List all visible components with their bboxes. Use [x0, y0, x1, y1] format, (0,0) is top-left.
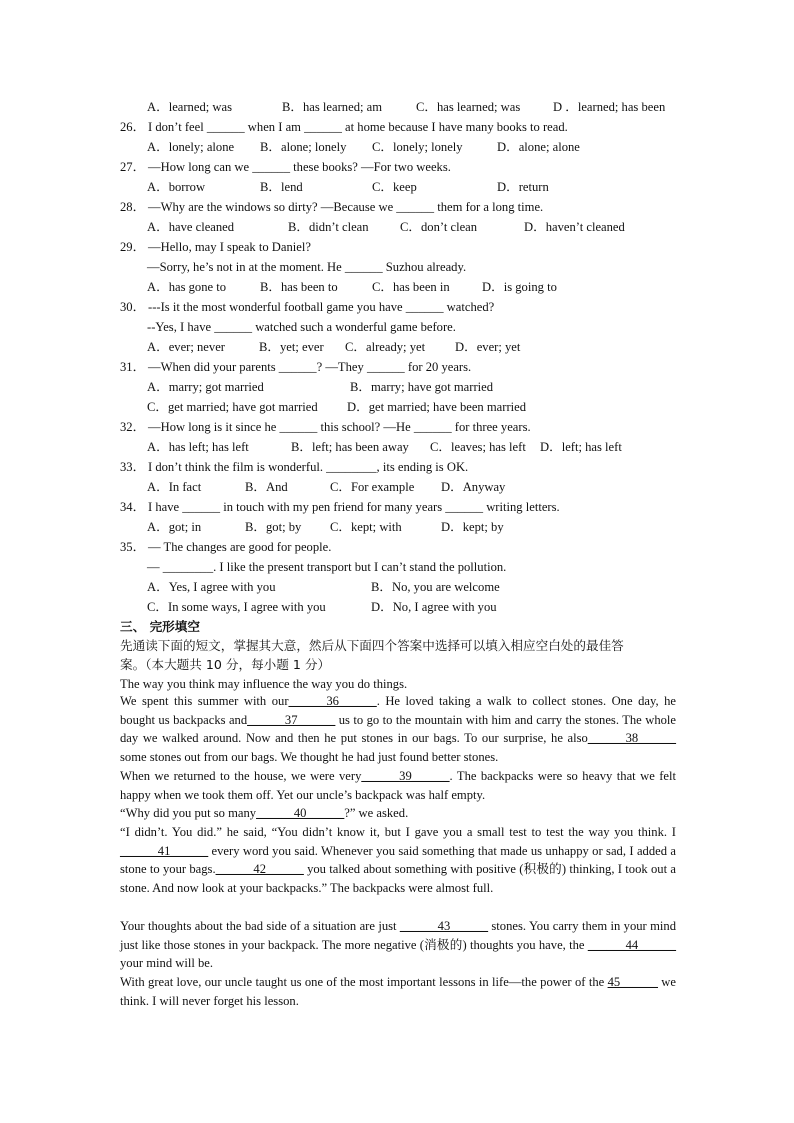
- option-d: D．left; has left: [540, 440, 622, 454]
- question-number: 32．: [120, 420, 146, 434]
- question-stem: — The changes are good for people.: [148, 540, 332, 554]
- blank-41: ______41______: [120, 843, 209, 858]
- option-d: D．haven’t cleaned: [524, 220, 625, 234]
- option-a: A．got; in: [147, 520, 202, 534]
- option-a: A．marry; got married: [147, 380, 264, 394]
- passage-text: some stones out from our bags. We thought he had just found better stones.: [120, 750, 499, 765]
- option-b: B．And: [245, 480, 288, 494]
- passage-text: every word you said. Whenever you said something that made us unhappy or sad, I added a stone to your bags.: [120, 843, 676, 877]
- option-b: B．No, you are welcome: [371, 580, 500, 594]
- option-d: D．get married; have been married: [347, 400, 527, 414]
- option-b: B．alone; lonely: [260, 140, 347, 154]
- question-stem: I have ______ in touch with my pen friend for many years ______ writing letters.: [148, 500, 560, 514]
- option-c: C．already; yet: [345, 340, 426, 354]
- option-c: C．don’t clean: [400, 220, 478, 234]
- question-number: 29．: [120, 240, 146, 254]
- question-number: 30．: [120, 300, 146, 314]
- question-number: 27．: [120, 160, 146, 174]
- passage-text: When we returned to the house, we were very: [120, 769, 362, 783]
- option-a: A．learned; was: [147, 100, 232, 114]
- blank-38: ______38______: [587, 731, 676, 746]
- passage-paragraph-5: [120, 917, 676, 973]
- option-b: B．left; has been away: [291, 440, 409, 454]
- question-stem-2: —Sorry, he’s not in at the moment. He ______ Suzhou already.: [147, 260, 467, 274]
- question-stem: I don’t feel ______ when I am ______ at home because I have many books to read.: [148, 120, 568, 134]
- option-c: C．leaves; has left: [430, 440, 526, 454]
- option-b: B．marry; have got married: [350, 380, 494, 394]
- option-d: D．kept; by: [441, 520, 504, 534]
- option-a: A．ever; never: [147, 340, 225, 354]
- section-instruction: 先通读下面的短文，掌握其大意，然后从下面四个答案中选择可以填入相应空白处的最佳答: [120, 638, 624, 653]
- option-a: A．In fact: [147, 480, 202, 494]
- option-d: D．return: [497, 180, 549, 194]
- option-a: A．has left; has left: [147, 440, 249, 454]
- blank-43: ______43______: [399, 919, 489, 933]
- question-number: 26．: [120, 120, 146, 134]
- passage-text: We spent this summer with our: [120, 694, 289, 708]
- option-a: A．have cleaned: [147, 220, 235, 234]
- blank-36: ______36______: [288, 694, 377, 708]
- passage-text: Your thoughts about the bad side of a situation are just: [120, 919, 400, 933]
- passage-text: . He loved taking a walk to collect stones. One day, he bought us backpacks and: [120, 694, 676, 727]
- option-a: A．lonely; alone: [147, 140, 235, 154]
- option-d: D．No, I agree with you: [371, 600, 497, 614]
- option-c: C．kept; with: [330, 520, 402, 534]
- section-instruction-2: 案。（本大题共 10 分，每小题 1 分）: [120, 657, 331, 672]
- question-stem: —Hello, may I speak to Daniel?: [148, 240, 311, 254]
- option-b: B．lend: [260, 180, 303, 194]
- option-a: A．borrow: [147, 180, 206, 194]
- option-d: D ．learned; has been: [553, 100, 666, 114]
- passage-text: “Why did you put so many: [120, 806, 257, 820]
- passage-paragraph-2: [120, 767, 676, 804]
- passage-paragraph-1: [120, 692, 676, 767]
- option-c: C．has been in: [372, 280, 450, 294]
- passage-title: The way you think may influence the way you do things.: [120, 677, 408, 691]
- passage-text: us to go to the mountain with him and carry the stones. The whole day we walked around. Now and then he put stones in our bags. To our surprise, he also: [120, 712, 676, 746]
- option-b: B．got; by: [245, 520, 302, 534]
- question-stem: I don’t think the film is wonderful. ________, its ending is OK.: [148, 460, 469, 474]
- option-b: B．has learned; am: [282, 100, 383, 114]
- option-c: C．get married; have got married: [147, 400, 318, 414]
- passage-paragraph-3: [120, 804, 676, 823]
- question-stem-2: --Yes, I have ______ watched such a wonderful game before.: [147, 320, 456, 334]
- question-number: 28．: [120, 200, 146, 214]
- option-d: D．ever; yet: [455, 340, 521, 354]
- option-b: B．has been to: [260, 280, 338, 294]
- passage-text: you talked about something with positive (积极的) thinking, I took out a stone. And now look at your backpacks.” The backpacks were almost full.: [120, 862, 676, 896]
- blank-44: ______44______: [587, 937, 676, 952]
- question-number: 33．: [120, 460, 146, 474]
- passage-paragraph-4: [120, 823, 676, 898]
- option-a: A．has gone to: [147, 280, 227, 294]
- question-number: 31．: [120, 360, 146, 374]
- option-c: C．For example: [330, 480, 415, 494]
- option-c: C．lonely; lonely: [372, 140, 463, 154]
- passage-text: “I didn’t. You did.” he said, “You didn’t know it, but I gave you a small test to test the way you think. I: [120, 825, 676, 839]
- option-c: C．In some ways, I agree with you: [147, 600, 326, 614]
- option-c: C．keep: [372, 180, 417, 194]
- passage-text: stones. You carry them in your mind just like those stones in your backpack. The more negative (消极的) thoughts you have, the: [120, 919, 677, 952]
- question-number: 34．: [120, 500, 146, 514]
- passage-paragraph-6: [120, 973, 676, 1010]
- question-stem: —How long is it since he ______ this school? —He ______ for three years.: [148, 420, 531, 434]
- question-stem: —When did your parents ______? —They ______ for 20 years.: [148, 360, 472, 374]
- passage-text: . The backpacks were so heavy that we felt happy when we took them off. Yet our uncle’s backpack was half empty.: [120, 769, 676, 802]
- option-a: A．Yes, I agree with you: [147, 580, 276, 594]
- question-stem: —How long can we ______ these books? —For two weeks.: [148, 160, 451, 174]
- question-stem: ---Is it the most wonderful football game you have ______ watched?: [148, 300, 495, 314]
- blank-37: ______37______: [247, 712, 336, 727]
- blank-42: ______42______: [215, 862, 304, 877]
- blank-39: ______39______: [361, 769, 450, 783]
- question-stem: —Why are the windows so dirty? —Because we ______ them for a long time.: [148, 200, 544, 214]
- option-c: C．has learned; was: [416, 100, 521, 114]
- option-b: B．didn’t clean: [288, 220, 369, 234]
- option-d: D．Anyway: [441, 480, 506, 494]
- passage-text: ?” we asked.: [344, 806, 409, 820]
- passage-text: your mind will be.: [120, 956, 214, 971]
- passage-text: With great love, our uncle taught us one of the most important lessons in life—the power of the: [120, 975, 608, 989]
- passage-text: we think. I will never forget his lesson.: [120, 975, 676, 1008]
- section-heading: 三、 完形填空: [120, 619, 200, 634]
- option-b: B．yet; ever: [259, 340, 324, 354]
- blank-40: ______40______: [256, 806, 345, 820]
- question-number: 35．: [120, 540, 146, 554]
- option-d: D．is going to: [482, 280, 557, 294]
- blank-45: 45______: [607, 975, 658, 989]
- question-stem-2: — ________. I like the present transport but I can’t stand the pollution.: [147, 560, 507, 574]
- option-d: D．alone; alone: [497, 140, 580, 154]
